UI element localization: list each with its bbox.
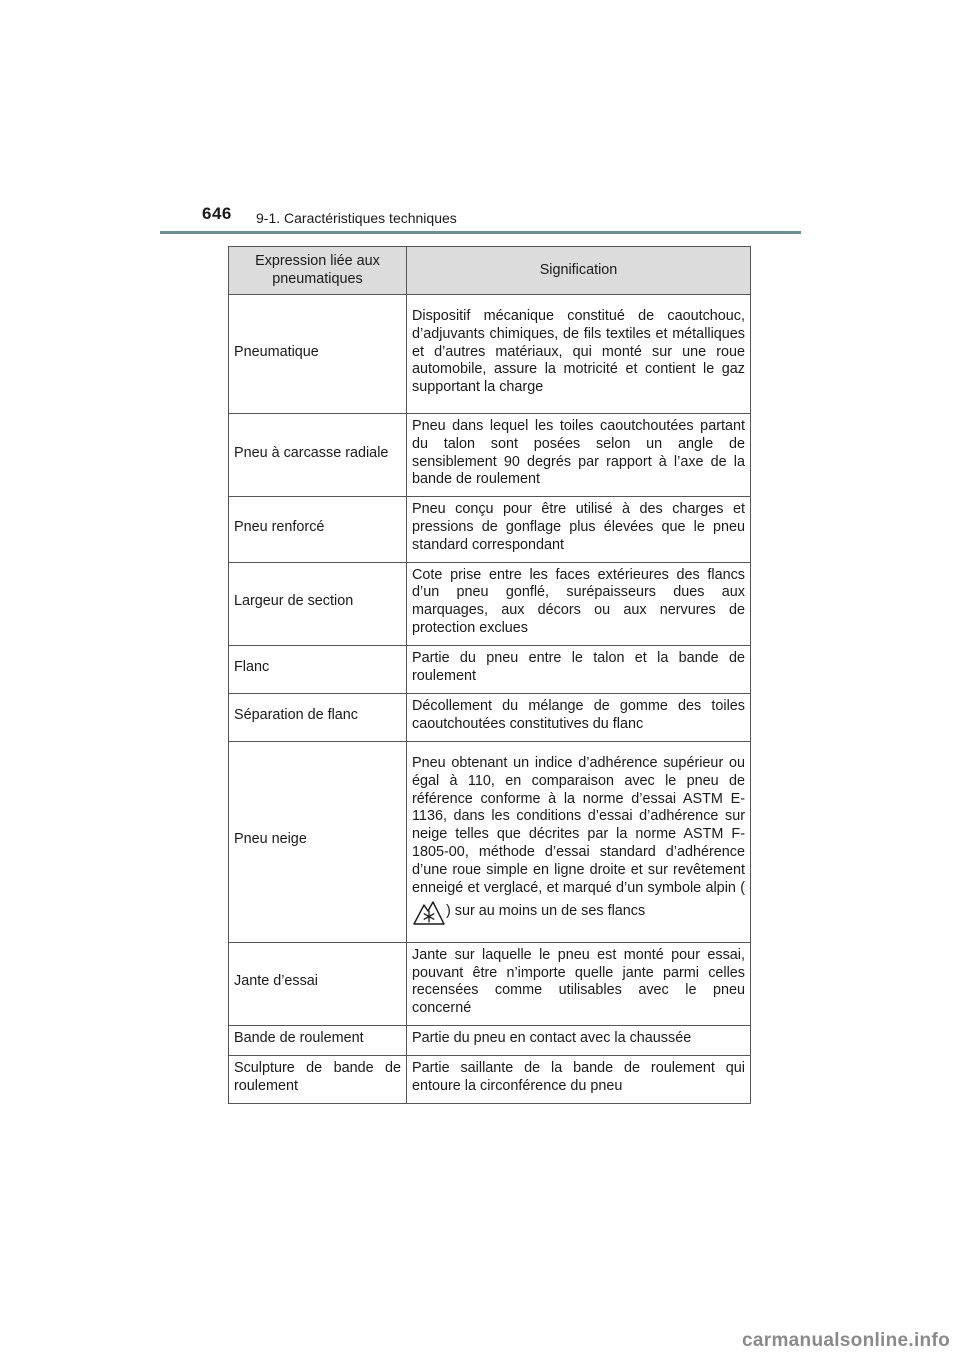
table-row	[229, 562, 751, 645]
alpine-snowflake-icon	[413, 897, 445, 925]
term-cell: Pneu renforcé	[229, 497, 407, 562]
meaning-cell: Cote prise entre les faces extérieures des flancs d’un pneu gonflé, surépaisseurs dues aux marquages, aux décors ou aux nervures de protection exclues	[407, 562, 751, 645]
page-header	[0, 0, 960, 240]
term-cell: Pneu à carcasse radiale	[229, 414, 407, 497]
meaning-text: Pneu obtenant un indice d’adhérence supérieur ou égal à 110, en comparaison avec le pneu de référence conforme à la norme d’essai ASTM E-1136, dans les conditions d’essai d’adhérence sur neige telles que décrites par la norme ASTM F-1805-00, méthode d’essai standard d’adhérence d’une roue simple en ligne droite et sur revêtement enneigé et verglacé, et marqué d’un symbole	[412, 755, 745, 896]
watermark: carmanualsonline.info	[742, 1330, 950, 1351]
table-row	[229, 741, 751, 942]
column-header-term: Expression liée aux pneumatiques	[229, 247, 407, 295]
term-cell: Jante d’essai	[229, 942, 407, 1025]
term-cell: Séparation de flanc	[229, 693, 407, 741]
meaning-cell: Jante sur laquelle le pneu est monté pour essai, pouvant être n’importe quelle jante parmi celles recensées comme utilisables avec le pneu concerné	[407, 942, 751, 1025]
table-row	[229, 497, 751, 562]
table-row	[229, 1055, 751, 1103]
term-cell: Sculpture de bande de roulement	[229, 1055, 407, 1103]
term-cell: Pneu neige	[229, 741, 407, 942]
meaning-cell: Partie saillante de la bande de roulement qui entoure la circonférence du pneu	[407, 1055, 751, 1103]
table-row	[229, 1025, 751, 1055]
table-row	[229, 645, 751, 693]
meaning-cell: Pneu dans lequel les toiles caoutchoutées partant du talon sont posées selon un angle de sensiblement 90 degrés par rapport à l’axe de la bande de roulement	[407, 414, 751, 497]
meaning-cell: Pneu conçu pour être utilisé à des charges et pressions de gonflage plus élevées que le pneu standard correspondant	[407, 497, 751, 562]
header-divider	[160, 231, 801, 234]
meaning-cell: Dispositif mécanique constitué de caoutchouc, d’adjuvants chimiques, de fils textiles et métalliques et d’autres matériaux, qui monté sur une roue automobile, assure la motricité et contient le gaz supportant la charge	[407, 295, 751, 414]
meaning-cell: Partie du pneu entre le talon et la bande de roulement	[407, 645, 751, 693]
column-header-meaning: Signification	[407, 247, 751, 295]
meaning-cell: Décollement du mélange de gomme des toiles caoutchoutées constitutives du flanc	[407, 693, 751, 741]
term-cell: Pneumatique	[229, 295, 407, 414]
table-row	[229, 414, 751, 497]
meaning-cell: Partie du pneu en contact avec la chaussée	[407, 1025, 751, 1055]
table-row	[229, 693, 751, 741]
page-number: 646	[202, 204, 232, 223]
term-cell: Bande de roulement	[229, 1025, 407, 1055]
table-row	[229, 942, 751, 1025]
meaning-text-tail-after: ) sur au moins un de ses flancs	[446, 903, 646, 920]
table-header-row	[229, 247, 751, 295]
term-cell: Flanc	[229, 645, 407, 693]
section-title: 9-1. Caractéristiques techniques	[256, 210, 457, 226]
tire-terms-table	[228, 246, 751, 1104]
table-row	[229, 295, 751, 414]
meaning-text-tail-before: alpin (	[705, 879, 746, 896]
meaning-cell	[407, 741, 751, 942]
term-cell: Largeur de section	[229, 562, 407, 645]
